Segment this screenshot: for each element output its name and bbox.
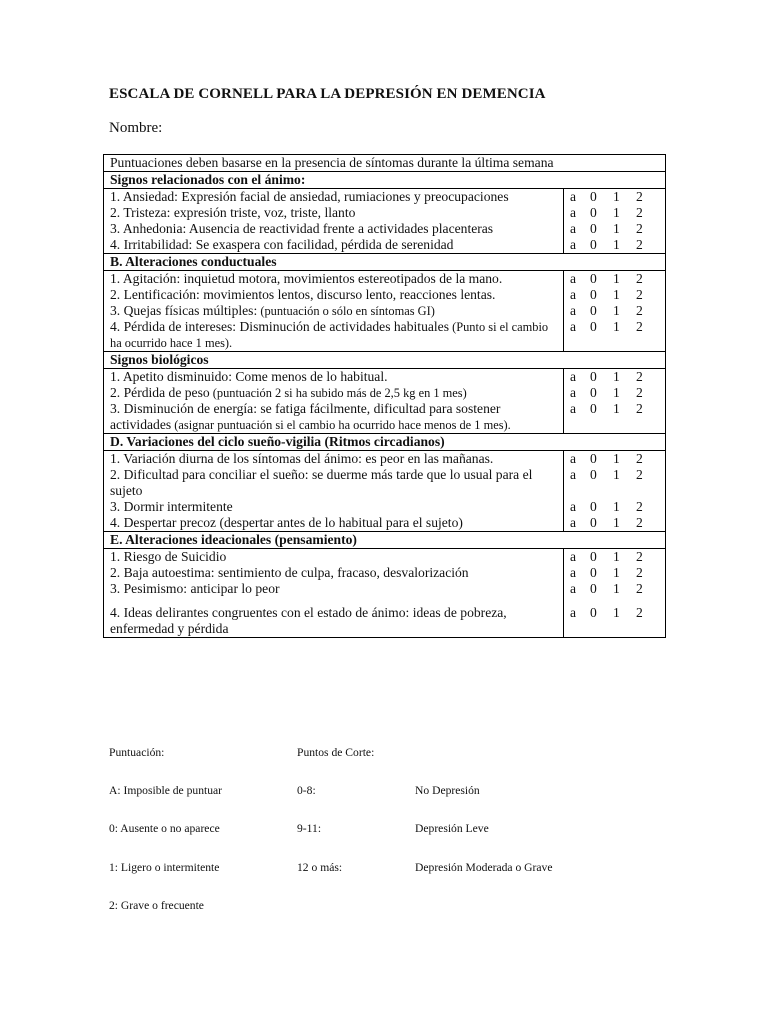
item-note: (Punto si el cambio ha ocurrido hace 1 mes).	[110, 320, 549, 350]
score-options	[564, 549, 666, 566]
score-option[interactable]: 0	[590, 287, 597, 302]
item-text: 1. Agitación: inquietud motora, movimientos estereotipados de la mano.	[110, 271, 503, 286]
score-option[interactable]: 2	[636, 287, 643, 302]
score-option[interactable]: 0	[590, 565, 597, 580]
score-option[interactable]: 0	[590, 467, 597, 482]
item-description	[104, 515, 564, 532]
cornell-scale-table	[103, 154, 666, 638]
scale-item-row	[104, 401, 666, 434]
scale-item-row	[104, 221, 666, 237]
score-option[interactable]: 0	[590, 499, 597, 514]
score-option[interactable]: 0	[590, 303, 597, 318]
score-options	[564, 303, 666, 319]
nombre-label: Nombre:	[109, 120, 163, 136]
score-options	[564, 189, 666, 206]
score-option[interactable]: 1	[613, 565, 620, 580]
score-option[interactable]: a	[570, 221, 577, 236]
legend-score: 0: Ausente o no aparece	[109, 822, 220, 835]
item-text: 4. Irritabilidad: Se exaspera con facilidad, pérdida de serenidad	[110, 237, 454, 252]
score-option[interactable]: a	[570, 549, 577, 564]
score-option[interactable]: 1	[613, 605, 620, 620]
item-description	[104, 221, 564, 237]
scale-item-row	[104, 451, 666, 468]
score-option[interactable]: a	[570, 205, 577, 220]
item-description	[104, 467, 564, 499]
score-option[interactable]: a	[570, 451, 577, 466]
score-options	[564, 499, 666, 515]
item-text: 4. Ideas delirantes congruentes con el estado de ánimo: ideas de pobreza, enfermedad y pérdida	[110, 605, 507, 636]
score-options	[564, 319, 666, 352]
scale-item-row	[104, 369, 666, 386]
section-heading: Signos relacionados con el ánimo:	[104, 172, 666, 189]
score-option[interactable]: 1	[613, 237, 620, 252]
score-option[interactable]: 1	[613, 451, 620, 466]
score-option[interactable]: 2	[636, 549, 643, 564]
scale-item-row	[104, 385, 666, 401]
score-option[interactable]: 1	[613, 205, 620, 220]
scale-item-row	[104, 581, 666, 597]
score-option[interactable]: 2	[636, 451, 643, 466]
score-option[interactable]: a	[570, 467, 577, 482]
item-text: 3. Anhedonia: Ausencia de reactividad frente a actividades placenteras	[110, 221, 494, 236]
score-option[interactable]: 1	[613, 549, 620, 564]
score-option[interactable]: 1	[613, 515, 620, 530]
score-option[interactable]: 2	[636, 205, 643, 220]
score-options	[564, 369, 666, 386]
score-options	[564, 581, 666, 597]
item-text: 1. Riesgo de Suicidio	[110, 549, 227, 564]
item-text: 1. Apetito disminuido: Come menos de lo habitual.	[110, 369, 388, 384]
section-heading: Signos biológicos	[104, 352, 666, 369]
score-option[interactable]: 2	[636, 271, 643, 286]
score-option[interactable]: 0	[590, 605, 597, 620]
item-text: 2. Dificultad para conciliar el sueño: se duerme más tarde que lo usual para el sujeto	[110, 467, 533, 498]
score-option[interactable]: 1	[613, 319, 620, 334]
scale-item-row	[104, 303, 666, 319]
scale-item-row	[104, 467, 666, 499]
document-title: ESCALA DE CORNELL PARA LA DEPRESIÓN EN DEMENCIA	[109, 86, 546, 102]
scale-item-row	[104, 565, 666, 581]
score-option[interactable]: 1	[613, 303, 620, 318]
scale-instructions: Puntuaciones deben basarse en la presencia de síntomas durante la última semana	[104, 155, 666, 172]
score-option[interactable]: 2	[636, 385, 643, 400]
item-description	[104, 319, 564, 352]
score-option[interactable]: 1	[613, 467, 620, 482]
scale-item-row	[104, 549, 666, 566]
score-option[interactable]: a	[570, 237, 577, 252]
score-option[interactable]: 1	[613, 401, 620, 416]
score-option[interactable]: a	[570, 515, 577, 530]
score-option[interactable]: 1	[613, 369, 620, 384]
score-option[interactable]: a	[570, 581, 577, 596]
item-description	[104, 565, 564, 581]
item-text: 2. Baja autoestima: sentimiento de culpa, fracaso, desvalorización	[110, 565, 469, 580]
score-option[interactable]: 0	[590, 205, 597, 220]
score-option[interactable]: a	[570, 565, 577, 580]
legend-range: 9-11:	[297, 822, 322, 835]
score-option[interactable]: a	[570, 369, 577, 384]
score-option[interactable]: 2	[636, 499, 643, 514]
score-option[interactable]: 2	[636, 515, 643, 530]
item-description	[104, 271, 564, 288]
item-text: 4. Pérdida de intereses: Disminución de actividades habituales	[110, 319, 449, 334]
legend-score: 1: Ligero o intermitente	[109, 861, 220, 874]
legend-result: Depresión Leve	[415, 822, 489, 835]
puntuacion-label: Puntuación:	[109, 746, 165, 759]
section-heading: D. Variaciones del ciclo sueño-vigilia (Ritmos circadianos)	[104, 434, 666, 451]
score-option[interactable]: 1	[613, 499, 620, 514]
score-option[interactable]: 2	[636, 221, 643, 236]
legend-result: Depresión Moderada o Grave	[415, 861, 553, 874]
item-text: 3. Quejas físicas múltiples:	[110, 303, 258, 318]
scale-item-row	[104, 205, 666, 221]
score-option[interactable]: 0	[590, 581, 597, 596]
item-description	[104, 303, 564, 319]
score-options	[564, 451, 666, 468]
score-options	[564, 271, 666, 288]
item-text: 3. Disminución de energía: se fatiga fácilmente, dificultad para sostener actividades	[110, 401, 501, 432]
score-options	[564, 467, 666, 499]
score-option[interactable]: 1	[613, 287, 620, 302]
score-options	[564, 221, 666, 237]
score-option[interactable]: a	[570, 271, 577, 286]
item-note: (asignar puntuación si el cambio ha ocurrido hace menos de 1 mes).	[171, 418, 511, 432]
score-option[interactable]: a	[570, 189, 577, 204]
score-option[interactable]: a	[570, 303, 577, 318]
score-option[interactable]: 0	[590, 189, 597, 204]
item-description	[104, 369, 564, 386]
legend-range: 12 o más:	[297, 861, 343, 874]
score-option[interactable]: a	[570, 385, 577, 400]
score-options	[564, 237, 666, 254]
legend-result: No Depresión	[415, 784, 480, 797]
item-description	[104, 287, 564, 303]
score-option[interactable]: 0	[590, 319, 597, 334]
item-text: 2. Pérdida de peso	[110, 385, 210, 400]
score-options	[564, 597, 666, 638]
score-option[interactable]: 1	[613, 581, 620, 596]
item-text: 3. Pesimismo: anticipar lo peor	[110, 581, 280, 596]
score-option[interactable]: 2	[636, 189, 643, 204]
score-option[interactable]: 2	[636, 303, 643, 318]
score-options	[564, 401, 666, 434]
legend-score: 2: Grave o frecuente	[109, 899, 204, 912]
item-description	[104, 385, 564, 401]
scale-item-row	[104, 499, 666, 515]
item-description	[104, 451, 564, 468]
item-text: 2. Tristeza: expresión triste, voz, triste, llanto	[110, 205, 356, 220]
score-option[interactable]: 1	[613, 385, 620, 400]
score-option[interactable]: a	[570, 401, 577, 416]
score-option[interactable]: 0	[590, 271, 597, 286]
score-options	[564, 565, 666, 581]
item-note: (puntuación 2 si ha subido más de 2,5 kg en 1 mes)	[209, 386, 467, 400]
score-option[interactable]: 0	[590, 549, 597, 564]
scale-item-row	[104, 319, 666, 352]
score-options	[564, 287, 666, 303]
score-options	[564, 515, 666, 532]
item-description	[104, 499, 564, 515]
score-option[interactable]: 0	[590, 385, 597, 400]
scale-item-row	[104, 515, 666, 532]
score-option[interactable]: 2	[636, 401, 643, 416]
score-option[interactable]: 0	[590, 451, 597, 466]
item-description	[104, 237, 564, 254]
section-heading: B. Alteraciones conductuales	[104, 254, 666, 271]
section-heading: E. Alteraciones ideacionales (pensamiento)	[104, 532, 666, 549]
score-option[interactable]: a	[570, 287, 577, 302]
score-option[interactable]: 0	[590, 515, 597, 530]
score-options	[564, 385, 666, 401]
item-text: 2. Lentificación: movimientos lentos, discurso lento, reacciones lentas.	[110, 287, 496, 302]
score-option[interactable]: a	[570, 319, 577, 334]
scale-item-row	[104, 271, 666, 288]
item-description	[104, 401, 564, 434]
score-option[interactable]: 0	[590, 237, 597, 252]
score-option[interactable]: 2	[636, 369, 643, 384]
legend-score: A: Imposible de puntuar	[109, 784, 223, 797]
item-description	[104, 205, 564, 221]
score-option[interactable]: 0	[590, 221, 597, 236]
score-option[interactable]: a	[570, 605, 577, 620]
item-text: 1. Variación diurna de los síntomas del ánimo: es peor en las mañanas.	[110, 451, 494, 466]
score-option[interactable]: 2	[636, 581, 643, 596]
item-description	[104, 549, 564, 566]
scale-item-row	[104, 597, 666, 638]
score-option[interactable]: 0	[590, 369, 597, 384]
score-option[interactable]: 2	[636, 467, 643, 482]
item-text: 3. Dormir intermitente	[110, 499, 233, 514]
score-option[interactable]: 2	[636, 237, 643, 252]
score-option[interactable]: 2	[636, 565, 643, 580]
scale-item-row	[104, 237, 666, 254]
puntos-corte-label: Puntos de Corte:	[297, 746, 375, 759]
item-note: (puntuación o sólo en síntomas GI)	[257, 304, 435, 318]
scale-item-row	[104, 189, 666, 206]
item-description	[104, 189, 564, 206]
score-option[interactable]: 1	[613, 189, 620, 204]
score-option[interactable]: 2	[636, 319, 643, 334]
legend-range: 0-8:	[297, 784, 316, 797]
scale-item-row	[104, 287, 666, 303]
item-text: 1. Ansiedad: Expresión facial de ansiedad, rumiaciones y preocupaciones	[110, 189, 509, 204]
score-options	[564, 205, 666, 221]
score-option[interactable]: 1	[613, 271, 620, 286]
score-option[interactable]: a	[570, 499, 577, 514]
item-text: 4. Despertar precoz (despertar antes de lo habitual para el sujeto)	[110, 515, 463, 530]
item-description	[104, 581, 564, 597]
score-option[interactable]: 2	[636, 605, 643, 620]
score-option[interactable]: 0	[590, 401, 597, 416]
item-description	[104, 597, 564, 638]
score-option[interactable]: 1	[613, 221, 620, 236]
